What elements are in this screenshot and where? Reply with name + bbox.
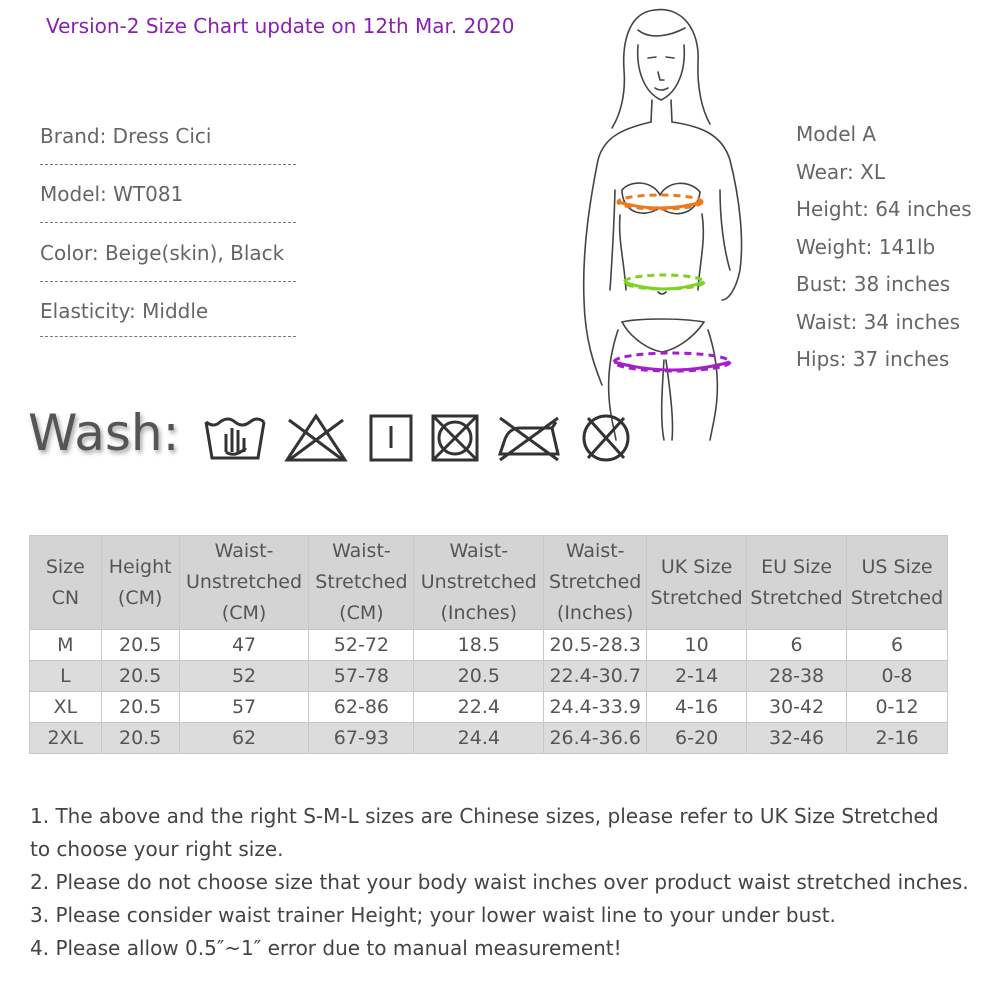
model-bust: Bust: 38 inches xyxy=(796,272,951,296)
cell: 24.4-33.9 xyxy=(544,692,647,723)
cell: 4-16 xyxy=(647,692,747,723)
cell: 0-8 xyxy=(847,661,948,692)
table-row xyxy=(30,661,948,692)
note-line: 4. Please allow 0.5″~1″ error due to manual measurement! xyxy=(30,936,622,960)
cell: 47 xyxy=(179,630,309,661)
cell: 2-14 xyxy=(647,661,747,692)
spec-model: Model: WT081 xyxy=(40,182,184,206)
note-line: 2. Please do not choose size that your body waist inches over product waist stretched inches. xyxy=(30,870,969,894)
model-hips: Hips: 37 inches xyxy=(796,347,950,371)
notes xyxy=(30,800,970,965)
cell: 57-78 xyxy=(309,661,414,692)
cell: 2-16 xyxy=(847,723,948,754)
cell: 0-12 xyxy=(847,692,948,723)
cell: 20.5 xyxy=(414,661,544,692)
header-waist-stretched-in: Waist- Stretched (Inches) xyxy=(544,536,647,630)
model-weight: Weight: 141lb xyxy=(796,234,936,259)
cell: 6-20 xyxy=(647,723,747,754)
cell: 6 xyxy=(847,630,948,661)
cell: 2XL xyxy=(30,723,102,754)
cell: 67-93 xyxy=(309,723,414,754)
model-name: Model A xyxy=(796,122,877,146)
cell: 24.4 xyxy=(414,723,544,754)
cell: 28-38 xyxy=(747,661,847,692)
header-waist-stretched-cm: Waist- Stretched (CM) xyxy=(309,536,414,630)
header-us-size: US Size Stretched xyxy=(847,536,948,630)
spec-color: Color: Beige(skin), Black xyxy=(40,241,285,265)
spec-divider xyxy=(40,281,296,282)
table-header-row xyxy=(30,536,948,630)
hand-wash-icon xyxy=(202,408,268,464)
spec-divider xyxy=(40,222,296,223)
cell: 22.4 xyxy=(414,692,544,723)
cell: 30-42 xyxy=(747,692,847,723)
model-wear: Wear: XL xyxy=(796,159,885,184)
header-waist-unstretched-in: Waist- Unstretched (Inches) xyxy=(414,536,544,630)
cell: 20.5 xyxy=(101,692,179,723)
line-dry-icon xyxy=(368,408,414,464)
cell: M xyxy=(30,630,102,661)
cell: 6 xyxy=(747,630,847,661)
wash-label: Wash: xyxy=(28,404,180,462)
spec-divider xyxy=(40,336,296,337)
cell: 26.4-36.6 xyxy=(544,723,647,754)
header-waist-unstretched-cm: Waist- Unstretched (CM) xyxy=(179,536,309,630)
model-height: Height: 64 inches xyxy=(796,197,972,221)
cell: 10 xyxy=(647,630,747,661)
cell: 18.5 xyxy=(414,630,544,661)
model-info xyxy=(796,116,972,379)
cell: 20.5-28.3 xyxy=(544,630,647,661)
spec-divider xyxy=(40,164,296,165)
header-uk-size: UK Size Stretched xyxy=(647,536,747,630)
do-not-iron-icon xyxy=(494,408,564,464)
note-line: 3. Please consider waist trainer Height; your lower waist line to your under bust. xyxy=(30,903,836,927)
table-row xyxy=(30,630,948,661)
header-size-cn: Size CN xyxy=(30,536,102,630)
table-row xyxy=(30,723,948,754)
note-line: 1. The above and the right S-M-L sizes are Chinese sizes, please refer to UK Size Stretched xyxy=(30,804,939,828)
cell: 52 xyxy=(179,661,309,692)
model-waist: Waist: 34 inches xyxy=(796,309,961,334)
size-chart-table xyxy=(29,535,948,754)
cell: 20.5 xyxy=(101,661,179,692)
note-line: to choose your right size. xyxy=(30,837,284,861)
cell: 57 xyxy=(179,692,309,723)
cell: 62-86 xyxy=(309,692,414,723)
spec-elasticity: Elasticity: Middle xyxy=(40,299,209,323)
cell: XL xyxy=(30,692,102,723)
cell: 20.5 xyxy=(101,630,179,661)
cell: L xyxy=(30,661,102,692)
do-not-tumble-dry-icon xyxy=(430,408,480,464)
model-figure-illustration xyxy=(560,0,790,445)
cell: 52-72 xyxy=(309,630,414,661)
cell: 62 xyxy=(179,723,309,754)
do-not-bleach-icon xyxy=(283,408,349,464)
do-not-dry-clean-icon xyxy=(578,408,634,464)
table-row xyxy=(30,692,948,723)
cell: 20.5 xyxy=(101,723,179,754)
header-height: Height (CM) xyxy=(101,536,179,630)
version-note: Version-2 Size Chart update on 12th Mar. 2020 xyxy=(46,14,515,38)
spec-brand: Brand: Dress Cici xyxy=(40,124,212,148)
cell: 32-46 xyxy=(747,723,847,754)
cell: 22.4-30.7 xyxy=(544,661,647,692)
header-eu-size: EU Size Stretched xyxy=(747,536,847,630)
